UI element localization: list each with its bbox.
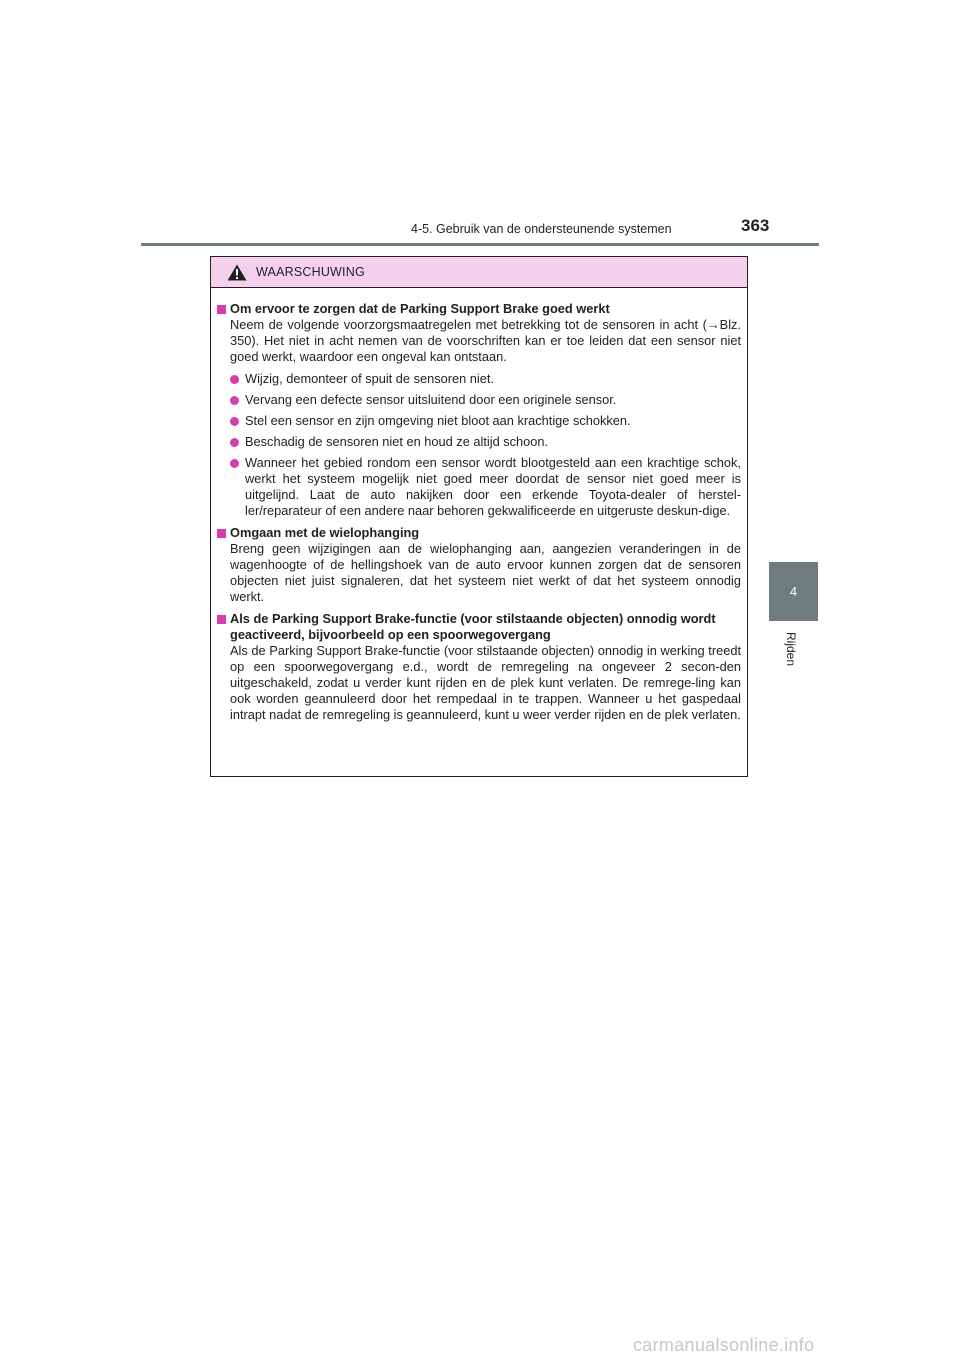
bullet-text: Wijzig, demonteer of spuit de sensoren niet. — [245, 371, 494, 386]
section-text: Neem de volgende voorzorgsmaatregelen met betrekking tot de sensoren in acht (→Blz. 350). Het niet in acht nemen van de voorschriften kan er toe leiden dat een sensor niet goed werkt, waardoor een ongeval kan ontstaan. — [230, 317, 741, 364]
chapter-tab — [769, 562, 818, 621]
warning-section — [217, 301, 741, 519]
bullet-text: Wanneer het gebied rondom een sensor wordt blootgesteld aan een krachtige schok, werkt het systeem mogelijk niet goed meer doordat de sensor niet goed meer is uitgelijnd. Laat de auto nakijken door een erkende Toyota-dealer of herstel-ler/reparateur of een andere naar behoren gekwalificeerde en uitgeruste deskun-dige. — [245, 455, 741, 518]
bullet-text: Stel een sensor en zijn omgeving niet bloot aan krachtige schokken. — [245, 413, 631, 428]
warning-section — [217, 525, 741, 605]
bullet-item — [217, 434, 741, 450]
section-title: 4-5. Gebruik van de ondersteunende systemen — [411, 222, 672, 236]
round-bullet-icon — [230, 375, 239, 384]
square-bullet-icon — [217, 529, 226, 538]
round-bullet-icon — [230, 438, 239, 447]
chapter-label: Rijden — [784, 632, 798, 667]
square-bullet-icon — [217, 305, 226, 314]
section-text: Breng geen wijzigingen aan de wielophanging aan, aangezien veranderingen in de wagenhoogte of de hellingshoek van de auto ervoor kunnen zorgen dat de sensoren objecten niet juist signaleren, dat het systeem niet werkt of dat het systeem onnodig werkt. — [230, 541, 741, 604]
bullet-item — [217, 392, 741, 408]
bullet-item — [217, 455, 741, 519]
section-heading-text: Als de Parking Support Brake-functie (voor stilstaande objecten) onnodig wordt geactiveerd, bijvoorbeeld op een spoorwegovergang — [230, 611, 716, 642]
bullet-item — [217, 413, 741, 429]
section-heading-text: Omgaan met de wielophanging — [230, 525, 420, 540]
section-text: Als de Parking Support Brake-functie (voor stilstaande objecten) onnodig in werking treedt op een spoorwegovergang e.d., wordt de remregeling na ongeveer 2 secon-den uitgeschakeld, zodat u verder kunt rijden en de plek kunt verlaten. De remrege-ling kan ook worden geannuleerd door het rempedaal in te trappen. Wanneer u het gaspedaal intrapt nadat de remregeling is geannuleerd, kunt u weer verder rijden en de plek verlaten. — [230, 643, 741, 722]
watermark: carmanualsonline.info — [633, 1335, 815, 1355]
page-number: 363 — [741, 216, 770, 235]
warning-triangle-icon — [227, 264, 247, 281]
bullet-item — [217, 371, 741, 387]
bullet-text: Beschadig de sensoren niet en houd ze altijd schoon. — [245, 434, 549, 449]
bullet-text: Vervang een defecte sensor uitsluitend door een originele sensor. — [245, 392, 617, 407]
bullet-list — [217, 371, 741, 519]
round-bullet-icon — [230, 459, 239, 468]
square-bullet-icon — [217, 615, 226, 624]
warning-header — [211, 257, 747, 288]
warning-body — [211, 288, 747, 723]
section-heading — [217, 611, 741, 643]
round-bullet-icon — [230, 417, 239, 426]
section-heading-text: Om ervoor te zorgen dat de Parking Support Brake goed werkt — [230, 301, 610, 316]
round-bullet-icon — [230, 396, 239, 405]
header-divider — [141, 243, 819, 246]
warning-section — [217, 611, 741, 723]
section-heading — [217, 301, 741, 317]
chapter-number: 4 — [789, 584, 798, 599]
warning-title: WAARSCHUWING — [256, 265, 365, 279]
section-heading — [217, 525, 741, 541]
warning-box — [210, 256, 748, 777]
